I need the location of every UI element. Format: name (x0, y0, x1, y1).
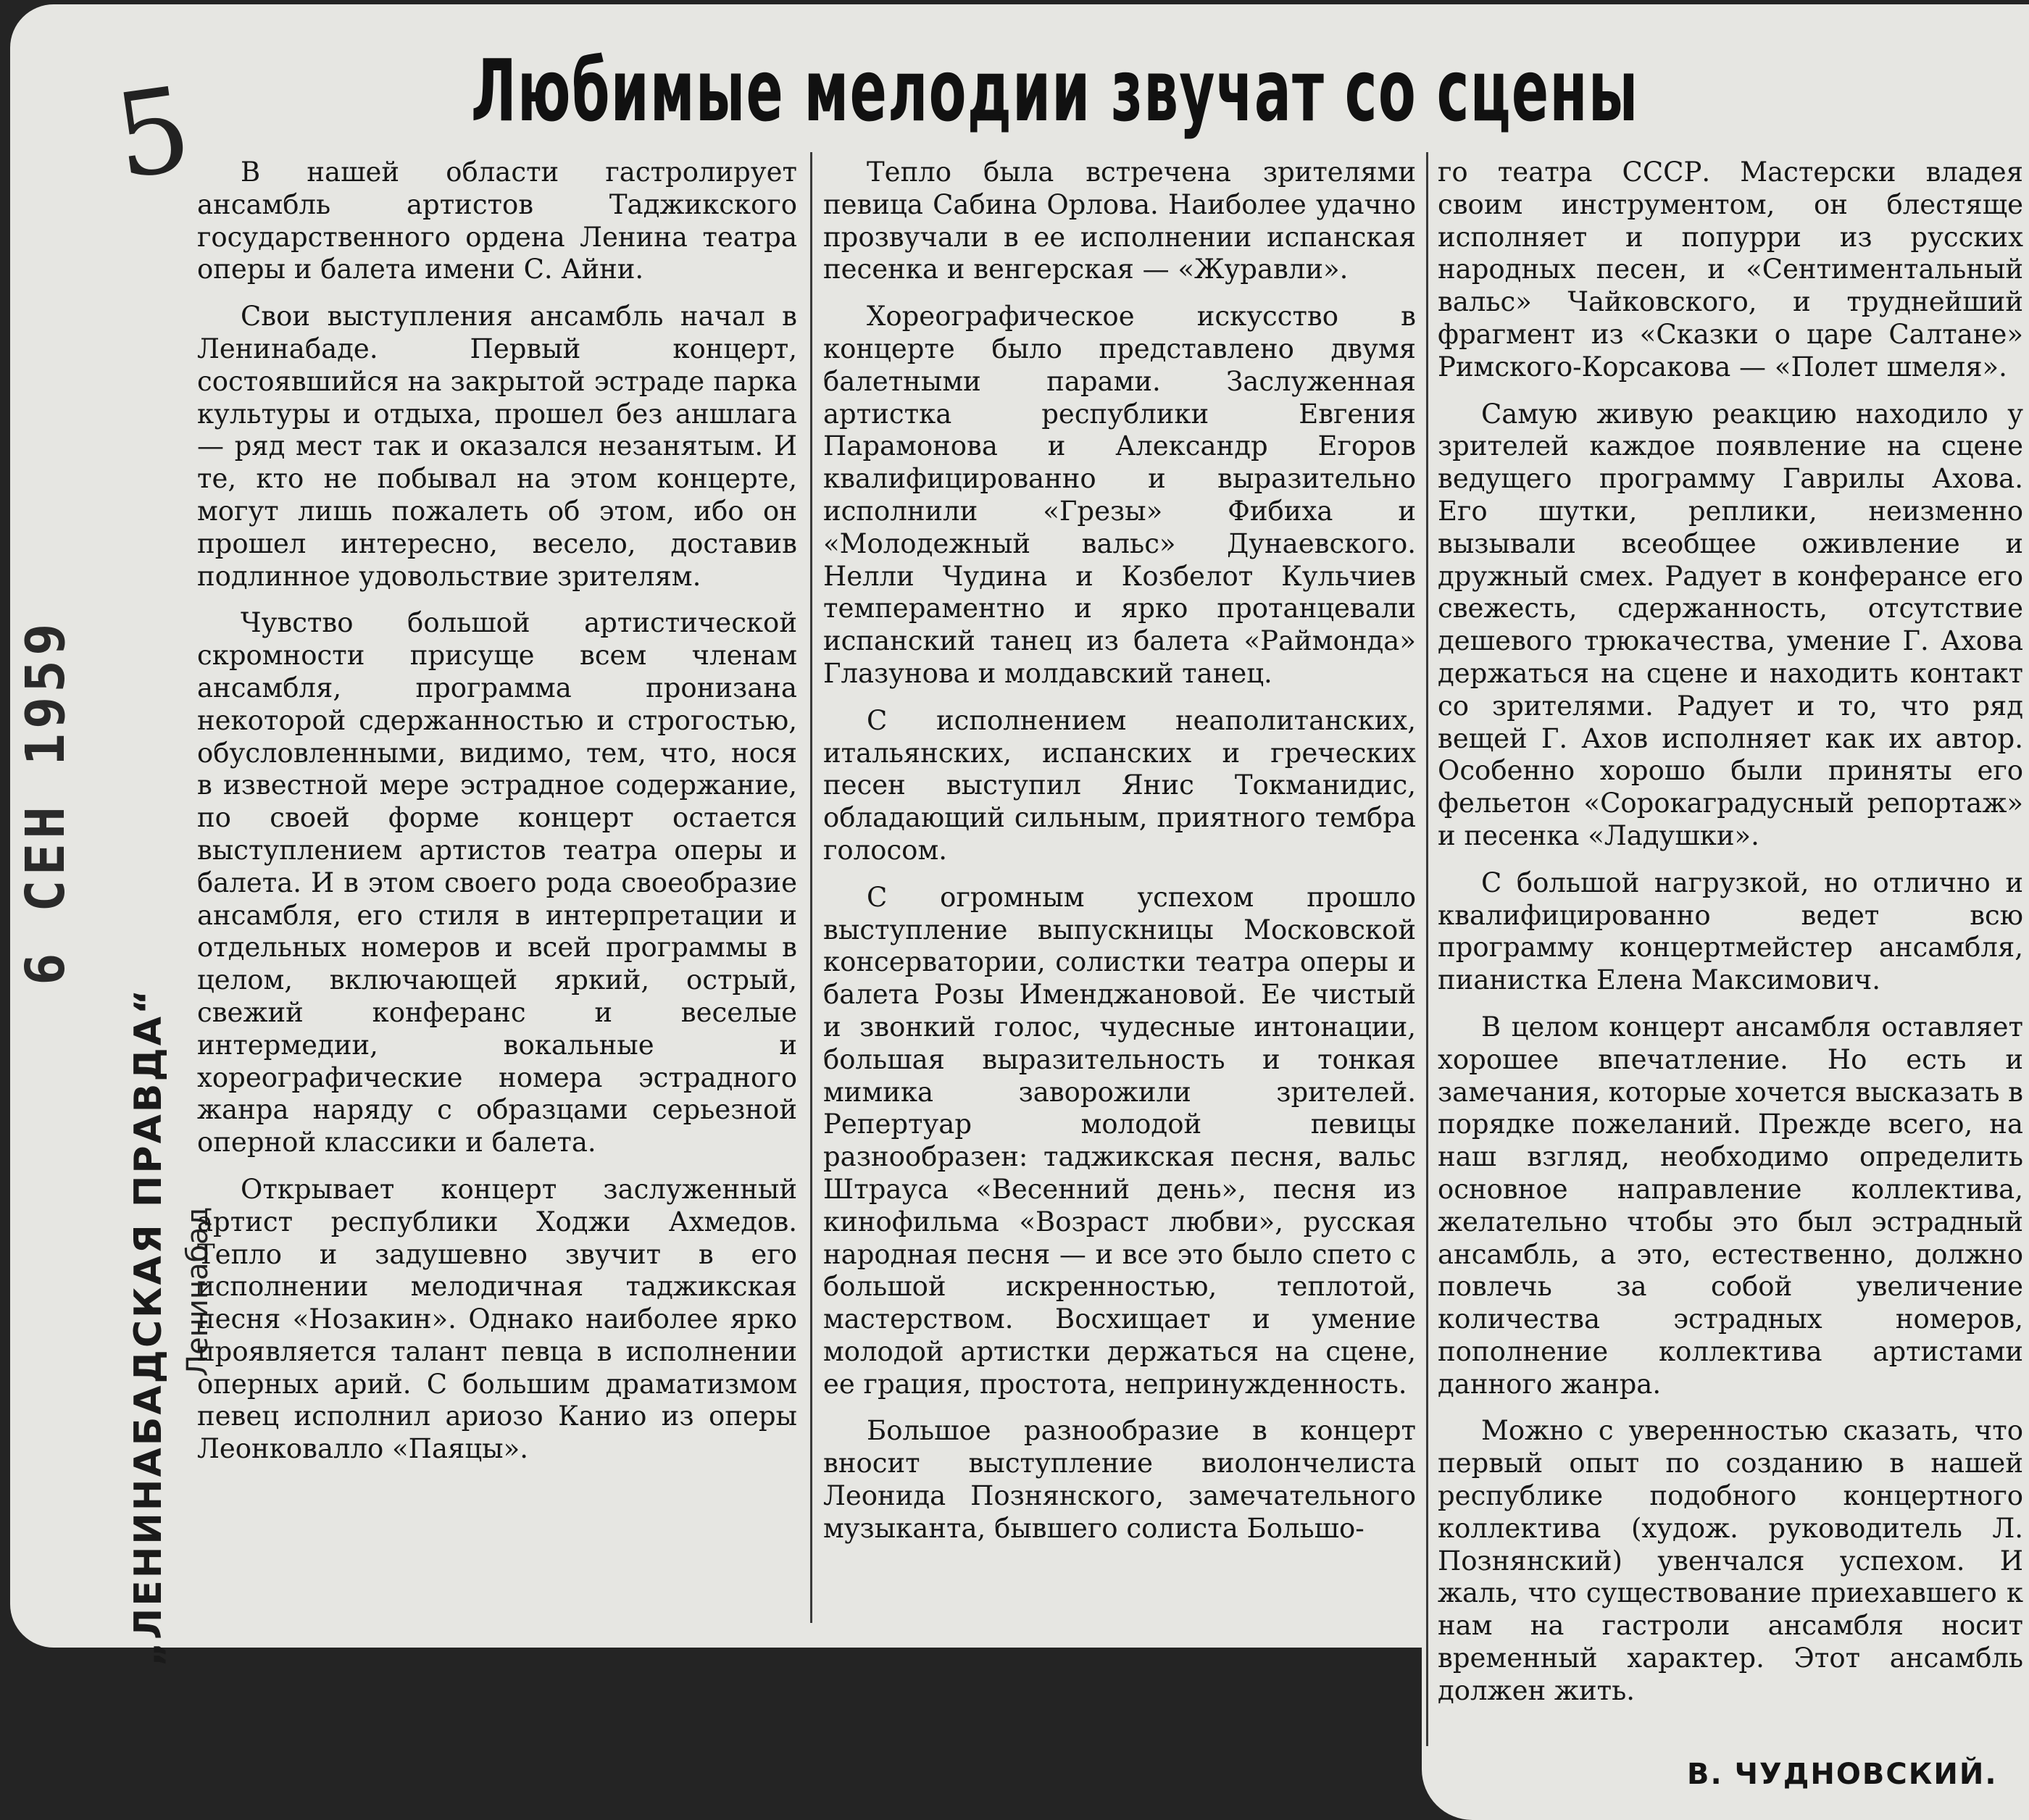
paragraph: го театра СССР. Мастерски владея своим инструментом, он блестяще исполняет и попурри из русских народных песен, и «Сентиментальный вальс» Чайковского, и труднейший фрагмент из «Сказки о царе Салтане» Римского-Корсакова — «Полет шмеля». (1438, 156, 2023, 383)
paragraph: Свои выступления ансамбль начал в Ленинабаде. Первый концерт, состоявшийся на закрытой эстраде парка культуры и отдыха, прошел без аншлага — ряд мест так и оказался незанятым. И те, кто не побывал на этом концерте, могут лишь пожалеть об этом, ибо он прошел интересно, весело, доставив подлинное удовольствие зрителям. (197, 301, 797, 592)
article-column-3 (1438, 156, 2023, 1750)
handwritten-margin-note: 5 (107, 60, 199, 206)
article-column-2 (823, 156, 1416, 1649)
paragraph: Большое разнообразие в концерт вносит выступление виолончелиста Леонида Познянского, замечательного музыканта, бывшего солиста Большо- (823, 1415, 1416, 1544)
article-column-1 (197, 156, 797, 1649)
column-divider (1426, 152, 1428, 1746)
date-stamp: 6 СЕН 1959 (14, 619, 77, 985)
paragraph: Открывает концерт заслуженный артист республики Ходжи Ахмедов. Тепло и задушевно звучит в его исполнении мелодичная таджикская песня «Нозакин». Однако наиболее ярко проявляется талант певца в исполнении оперных арий. С большим драматизмом певец исполнил ариозо Канио из оперы Леонковалло «Паяцы». (197, 1173, 797, 1465)
paragraph: Самую живую реакцию находило у зрителей каждое появление на сцене ведущего программу Гаврилы Ахова. Его шутки, реплики, неизменно вызывали всеобщее оживление и дружный смех. Радует в конферансе его свежесть, сдержанность, отсутствие дешевого трюкачества, умение Г. Ахова держаться на сцене и находить контакт со зрителями. Радует и то, что ряд вещей Г. Ахов исполняет как их автор. Особенно хорошо были приняты его фельетон «Сорокаградусный репортаж» и песенка «Ладушки». (1438, 398, 2023, 851)
paragraph: С огромным успехом прошло выступление выпускницы Московской консерватории, солистки театра оперы и балета Розы Именджановой. Ее чистый и звонкий голос, чудесные интонации, большая выразительность и тонкая мимика заворожили зрителей. Репертуар молодой певицы разнообразен: таджикская песня, вальс Штрауса «Весенний день», песня из кинофильма «Возраст любви», русская народная песня — и все это было спето с большой искренностью, теплотой, мастерством. Восхищает и умение молодой артистки держаться на сцене, ее грация, простота, непринужденность. (823, 881, 1416, 1400)
paragraph: Хореографическое искусство в концерте было представлено двумя балетными парами. Заслуженная артистка республики Евгения Парамонова и Александр Егоров квалифицированно и выразительно исполнили «Грезы» Фибиха и «Молодежный вальс» Дунаевского. Нелли Чудина и Козбелот Кульчиев темпераментно и ярко протанцевали испанский танец из балета «Раймонда» Глазунова и молдавский танец. (823, 301, 1416, 689)
paragraph: С большой нагрузкой, но отлично и квалифицированно ведет всю программу концертмейстер ансамбля, пианистка Елена Максимович. (1438, 867, 2023, 996)
source-city-stamp: Ленинабад (181, 1206, 214, 1377)
paragraph: Тепло была встречена зрителями певица Сабина Орлова. Наиболее удачно прозвучали в ее исполнении испанская песенка и венгерская — «Журавли». (823, 156, 1416, 285)
paragraph: В целом концерт ансамбля оставляет хорошее впечатление. Но есть и замечания, которые хочется высказать в порядке пожеланий. Прежде всего, на наш взгляд, необходимо определить основное направление коллектива, желательно чтобы это был эстрадный ансамбль, а это, естественно, должно повлечь за собой увеличение количества эстрадных номеров, пополнение коллектива артистами данного жанра. (1438, 1011, 2023, 1400)
paragraph: Можно с уверенностью сказать, что первый опыт по созданию в нашей республике подобного концертного коллектива (худож. руководитель Л. Познянский) увенчался успехом. И жаль, что существование приехавшего к нам на гастроли ансамбля носит временный характер. Этот ансамбль должен жить. (1438, 1415, 2023, 1706)
article-headline: Любимые мелодии звучат со сцены (471, 41, 1639, 141)
paragraph: Чувство большой артистической скромности присуще всем членам ансамбля, программа пронизана некоторой сдержанностью и строгостью, обусловленными, видимо, тем, что, нося в известной мере эстрадное содержание, по своей форме концерт остается выступлением артистов театра оперы и балета. И в этом своего рода своеобразие ансамбля, его стиля в интерпретации и отдельных номеров и всей программы в целом, включающей яркий, острый, свежий конферанс и веселые интермедии, вокальные и хореографические номера эстрадного жанра наряду с образцами серьезной оперной классики и балета. (197, 607, 797, 1159)
author-signature: В. ЧУДНОВСКИЙ. (1687, 1758, 1998, 1791)
newspaper-source-stamp: „ЛЕНИНАБАДСКАЯ ПРАВДА“ (127, 987, 170, 1666)
paragraph: С исполнением неаполитанских, итальянских, испанских и греческих песен выступил Янис Токманидис, обладающий сильным, приятного тембра голосом. (823, 704, 1416, 866)
column-divider (810, 152, 812, 1623)
paragraph: В нашей области гастролирует ансамбль артистов Таджикского государственного ордена Ленина театра оперы и балета имени С. Айни. (197, 156, 797, 285)
